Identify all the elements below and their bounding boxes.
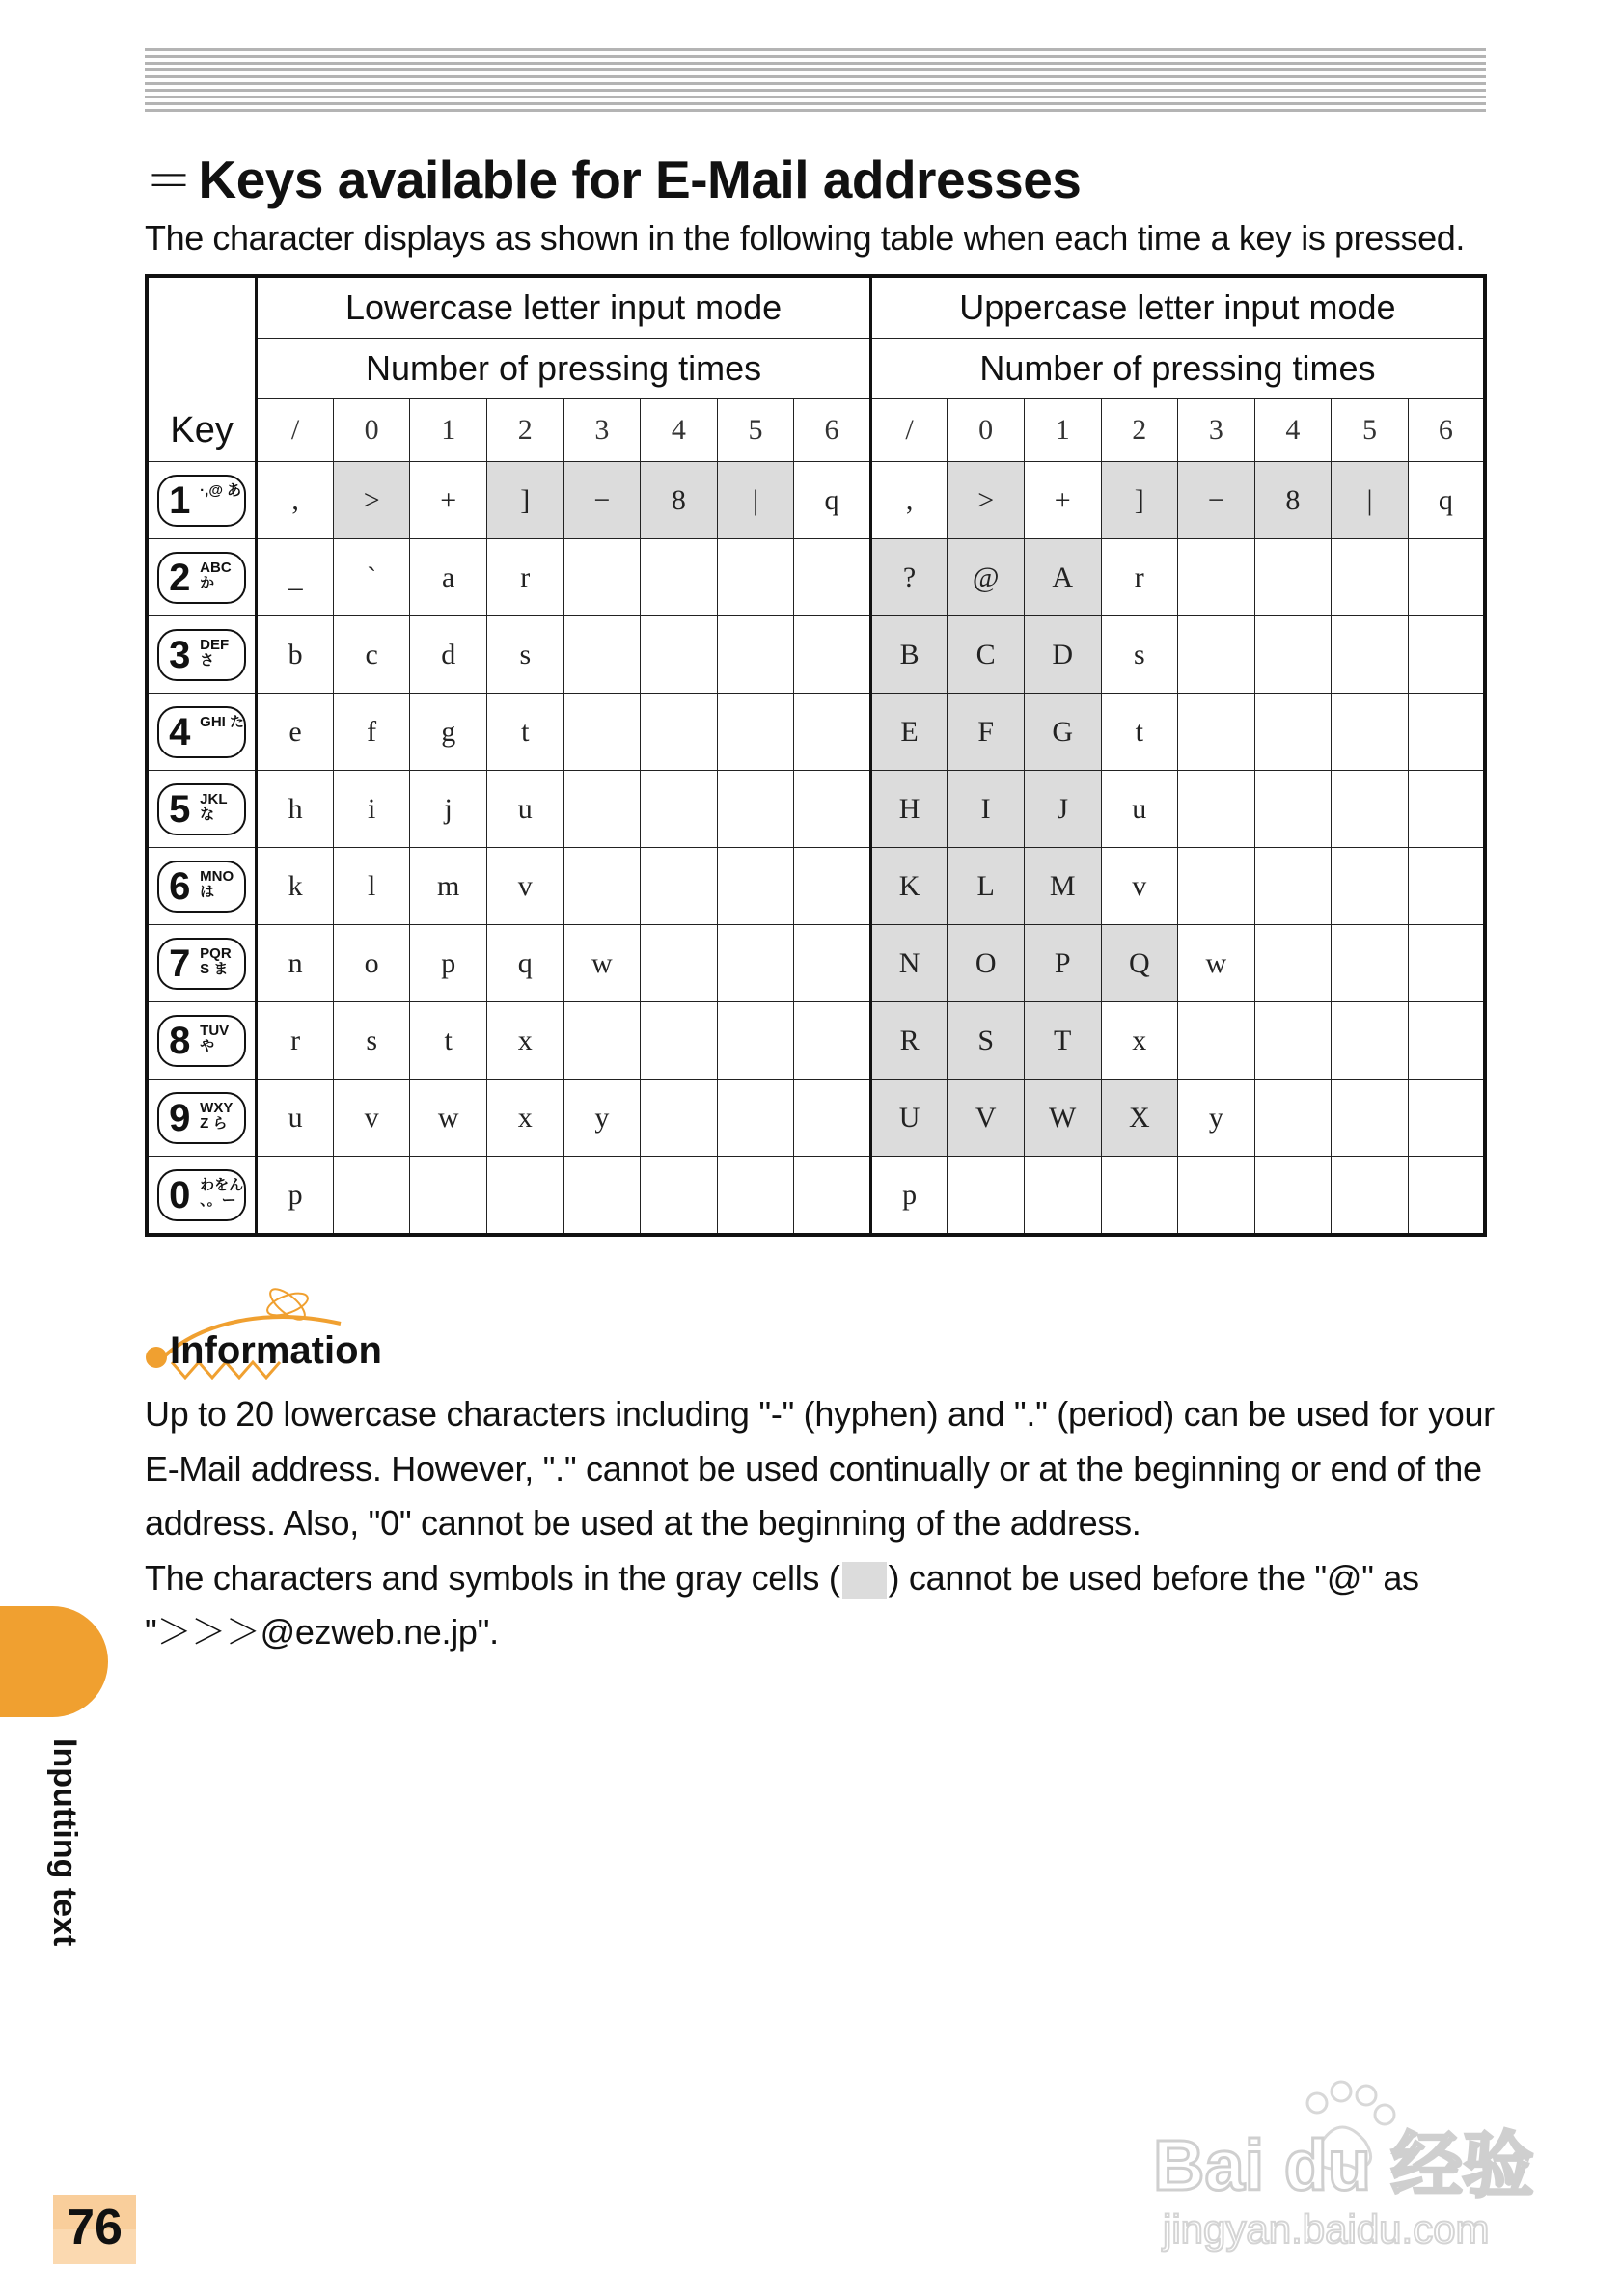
lowercase-char-cell: +: [410, 462, 487, 539]
lowercase-count-4: 3: [563, 399, 641, 462]
lowercase-char-cell: [717, 1080, 794, 1157]
uppercase-char-cell: P: [1024, 925, 1101, 1002]
lowercase-char-cell: [717, 539, 794, 616]
lowercase-count-5: 4: [641, 399, 718, 462]
lowercase-char-cell: l: [333, 848, 410, 925]
lowercase-char-cell: [563, 848, 641, 925]
lowercase-char-cell: ,: [257, 462, 334, 539]
lowercase-char-cell: e: [257, 694, 334, 771]
uppercase-char-cell: A: [1024, 539, 1101, 616]
uppercase-char-cell: J: [1024, 771, 1101, 848]
uppercase-char-cell: W: [1024, 1080, 1101, 1157]
key-digit: 4: [169, 710, 191, 753]
lowercase-char-cell: [641, 848, 718, 925]
uppercase-char-cell: [1178, 539, 1255, 616]
uppercase-char-cell: Q: [1101, 925, 1178, 1002]
uppercase-char-cell: [1408, 1157, 1485, 1236]
key-letters: WXY Z ら: [200, 1099, 234, 1132]
key-1-icon: [157, 475, 246, 527]
lowercase-char-cell: [641, 1157, 718, 1236]
lowercase-char-cell: y: [563, 1080, 641, 1157]
uppercase-count-4: 3: [1178, 399, 1255, 462]
key-column-header: Key: [147, 276, 257, 462]
lowercase-char-cell: [563, 1157, 641, 1236]
uppercase-char-cell: [1254, 539, 1332, 616]
title-text: Keys available for E-Mail addresses: [198, 150, 1082, 209]
uppercase-char-cell: C: [948, 616, 1025, 694]
uppercase-char-cell: w: [1178, 925, 1255, 1002]
uppercase-char-cell: [1254, 1002, 1332, 1080]
lowercase-char-cell: `: [333, 539, 410, 616]
table-row: [147, 616, 1485, 694]
key-cell: [147, 1080, 257, 1157]
table-row: [147, 1157, 1485, 1236]
uppercase-char-cell: K: [870, 848, 948, 925]
lowercase-char-cell: [717, 771, 794, 848]
uppercase-count-6: 5: [1332, 399, 1409, 462]
uppercase-char-cell: [1408, 771, 1485, 848]
info-line-4-start: The characters and symbols in the gray cells (: [145, 1557, 840, 1598]
lowercase-char-cell: q: [794, 462, 871, 539]
uppercase-char-cell: [1332, 1080, 1409, 1157]
watermark-brand: Bai du 经验: [1153, 2125, 1534, 2205]
uppercase-char-cell: [948, 1157, 1025, 1236]
key-digit: 0: [169, 1173, 191, 1216]
uppercase-char-cell: q: [1408, 462, 1485, 539]
lowercase-char-cell: q: [487, 925, 564, 1002]
info-line-2: E-Mail address. However, "." cannot be used continually or at the beginning or end of the: [145, 1448, 1482, 1489]
lowercase-char-cell: [794, 848, 871, 925]
uppercase-char-cell: [1254, 1157, 1332, 1236]
uppercase-char-cell: [1332, 848, 1409, 925]
lowercase-char-cell: [717, 848, 794, 925]
baidu-watermark: [1148, 2074, 1553, 2257]
uppercase-char-cell: [1332, 539, 1409, 616]
uppercase-char-cell: [1408, 539, 1485, 616]
uppercase-char-cell: y: [1178, 1080, 1255, 1157]
info-line-4-end: ) cannot be used before the "@" as: [888, 1557, 1419, 1598]
uppercase-char-cell: [1254, 771, 1332, 848]
uppercase-char-cell: 8: [1254, 462, 1332, 539]
key-digit: 6: [169, 864, 191, 908]
uppercase-char-cell: [1408, 1002, 1485, 1080]
lowercase-char-cell: t: [487, 694, 564, 771]
uppercase-char-cell: p: [870, 1157, 948, 1236]
lowercase-count-header: Number of pressing times: [257, 339, 871, 399]
uppercase-char-cell: [1178, 771, 1255, 848]
lowercase-char-cell: [641, 539, 718, 616]
lowercase-char-cell: r: [257, 1002, 334, 1080]
lowercase-char-cell: |: [717, 462, 794, 539]
key-letters: ·,@ あ: [200, 481, 242, 499]
uppercase-char-cell: [1332, 1157, 1409, 1236]
key-5-icon: [157, 783, 246, 835]
uppercase-char-cell: T: [1024, 1002, 1101, 1080]
key-9-icon: [157, 1092, 246, 1144]
section-tab: [0, 1606, 108, 1717]
uppercase-char-cell: [1178, 1002, 1255, 1080]
key-cell: [147, 771, 257, 848]
lowercase-char-cell: j: [410, 771, 487, 848]
lowercase-char-cell: [563, 771, 641, 848]
uppercase-char-cell: [1332, 694, 1409, 771]
key-digit: 3: [169, 633, 191, 676]
uppercase-char-cell: X: [1101, 1080, 1178, 1157]
uppercase-char-cell: r: [1101, 539, 1178, 616]
lowercase-char-cell: h: [257, 771, 334, 848]
uppercase-char-cell: [1332, 925, 1409, 1002]
lowercase-char-cell: [794, 771, 871, 848]
lowercase-char-cell: g: [410, 694, 487, 771]
uppercase-char-cell: [1408, 1080, 1485, 1157]
uppercase-char-cell: u: [1101, 771, 1178, 848]
uppercase-count-3: 2: [1101, 399, 1178, 462]
lowercase-char-cell: [717, 694, 794, 771]
table-row: [147, 462, 1485, 539]
uppercase-char-cell: |: [1332, 462, 1409, 539]
key-letters: わをん 、。ー: [200, 1176, 244, 1209]
uppercase-char-cell: L: [948, 848, 1025, 925]
lowercase-char-cell: i: [333, 771, 410, 848]
lowercase-char-cell: w: [410, 1080, 487, 1157]
lowercase-char-cell: r: [487, 539, 564, 616]
uppercase-count-5: 4: [1254, 399, 1332, 462]
uppercase-char-cell: [1254, 616, 1332, 694]
uppercase-char-cell: B: [870, 616, 948, 694]
uppercase-char-cell: V: [948, 1080, 1025, 1157]
uppercase-char-cell: G: [1024, 694, 1101, 771]
uppercase-char-cell: [1332, 771, 1409, 848]
uppercase-char-cell: [1178, 694, 1255, 771]
uppercase-char-cell: [1101, 1157, 1178, 1236]
uppercase-char-cell: [1408, 616, 1485, 694]
key-cell: [147, 925, 257, 1002]
uppercase-char-cell: @: [948, 539, 1025, 616]
uppercase-mode-header: Uppercase letter input mode: [870, 276, 1485, 339]
key-letters: TUV や: [200, 1022, 230, 1054]
key-letters: DEF さ: [200, 636, 230, 669]
lowercase-char-cell: 8: [641, 462, 718, 539]
lowercase-char-cell: [563, 1002, 641, 1080]
uppercase-char-cell: v: [1101, 848, 1178, 925]
table-row: [147, 1002, 1485, 1080]
table-row: [147, 771, 1485, 848]
title-mark: ＝: [145, 154, 193, 208]
uppercase-char-cell: x: [1101, 1002, 1178, 1080]
lowercase-count-0: /: [257, 399, 334, 462]
lowercase-mode-header: Lowercase letter input mode: [257, 276, 871, 339]
subtitle: The character displays as shown in the following table when each time a key is pressed.: [145, 218, 1465, 258]
lowercase-char-cell: o: [333, 925, 410, 1002]
lowercase-count-1: 0: [333, 399, 410, 462]
lowercase-char-cell: [794, 694, 871, 771]
uppercase-char-cell: U: [870, 1080, 948, 1157]
lowercase-count-6: 5: [717, 399, 794, 462]
uppercase-count-0: /: [870, 399, 948, 462]
lowercase-char-cell: [717, 1002, 794, 1080]
key-letters: MNO は: [200, 867, 234, 900]
uppercase-char-cell: F: [948, 694, 1025, 771]
uppercase-char-cell: [1254, 848, 1332, 925]
lowercase-char-cell: [794, 539, 871, 616]
lowercase-char-cell: [487, 1157, 564, 1236]
lowercase-char-cell: x: [487, 1002, 564, 1080]
section-side-label: [46, 1738, 89, 1970]
uppercase-char-cell: D: [1024, 616, 1101, 694]
lowercase-char-cell: >: [333, 462, 410, 539]
key-8-icon: [157, 1015, 246, 1067]
lowercase-char-cell: [563, 616, 641, 694]
lowercase-char-cell: [641, 1002, 718, 1080]
uppercase-char-cell: [1254, 925, 1332, 1002]
lowercase-count-7: 6: [794, 399, 871, 462]
uppercase-count-7: 6: [1408, 399, 1485, 462]
lowercase-char-cell: n: [257, 925, 334, 1002]
lowercase-char-cell: b: [257, 616, 334, 694]
uppercase-char-cell: O: [948, 925, 1025, 1002]
table-row: [147, 925, 1485, 1002]
lowercase-char-cell: u: [487, 771, 564, 848]
key-cell: [147, 1002, 257, 1080]
lowercase-char-cell: [794, 616, 871, 694]
page-title: [145, 143, 1081, 212]
key-digit: 1: [169, 478, 191, 522]
key-letters: PQR S ま: [200, 944, 232, 977]
lowercase-char-cell: [794, 1157, 871, 1236]
key-cell: [147, 694, 257, 771]
key-digit: 2: [169, 556, 191, 599]
lowercase-char-cell: [641, 694, 718, 771]
uppercase-char-cell: ?: [870, 539, 948, 616]
information-body: [145, 1387, 1496, 1660]
uppercase-char-cell: [1332, 616, 1409, 694]
uppercase-count-header: Number of pressing times: [870, 339, 1485, 399]
uppercase-char-cell: −: [1178, 462, 1255, 539]
uppercase-char-cell: [1178, 1157, 1255, 1236]
uppercase-char-cell: t: [1101, 694, 1178, 771]
uppercase-char-cell: ,: [870, 462, 948, 539]
watermark-url: jingyan.baidu.com: [1163, 2206, 1490, 2252]
key-table: [145, 274, 1487, 1237]
lowercase-char-cell: a: [410, 539, 487, 616]
table-row: [147, 539, 1485, 616]
key-digit: 5: [169, 787, 191, 831]
key-cell: [147, 1157, 257, 1236]
uppercase-char-cell: [1254, 1080, 1332, 1157]
table-row: [147, 848, 1485, 925]
lowercase-char-cell: t: [410, 1002, 487, 1080]
lowercase-char-cell: p: [257, 1157, 334, 1236]
section-side-label-text: Inputting text: [46, 1738, 83, 1947]
lowercase-char-cell: [333, 1157, 410, 1236]
key-3-icon: [157, 629, 246, 681]
uppercase-char-cell: H: [870, 771, 948, 848]
uppercase-char-cell: S: [948, 1002, 1025, 1080]
lowercase-char-cell: [563, 539, 641, 616]
uppercase-char-cell: [1332, 1002, 1409, 1080]
table-row: [147, 1080, 1485, 1157]
key-digit: 7: [169, 942, 191, 985]
uppercase-char-cell: M: [1024, 848, 1101, 925]
lowercase-char-cell: s: [333, 1002, 410, 1080]
lowercase-char-cell: [641, 616, 718, 694]
key-letters: ABC か: [200, 559, 232, 591]
info-line-5: "＞＞＞@ezweb.ne.jp".: [145, 1612, 499, 1652]
lowercase-char-cell: [641, 1080, 718, 1157]
lowercase-char-cell: [794, 925, 871, 1002]
key-digit: 9: [169, 1096, 191, 1139]
info-line-4: [145, 1551, 1496, 1606]
key-letters: JKL な: [200, 790, 228, 823]
uppercase-char-cell: R: [870, 1002, 948, 1080]
lowercase-char-cell: [717, 925, 794, 1002]
lowercase-count-3: 2: [487, 399, 564, 462]
lowercase-char-cell: m: [410, 848, 487, 925]
uppercase-count-1: 0: [948, 399, 1025, 462]
uppercase-char-cell: N: [870, 925, 948, 1002]
key-cell: [147, 616, 257, 694]
lowercase-char-cell: u: [257, 1080, 334, 1157]
uppercase-char-cell: s: [1101, 616, 1178, 694]
lowercase-char-cell: [563, 694, 641, 771]
uppercase-char-cell: [1408, 925, 1485, 1002]
lowercase-count-2: 1: [410, 399, 487, 462]
gray-cell-swatch: [842, 1562, 887, 1599]
lowercase-char-cell: [794, 1080, 871, 1157]
table-row: [147, 694, 1485, 771]
information-heading: Information: [170, 1329, 382, 1372]
lowercase-char-cell: ]: [487, 462, 564, 539]
uppercase-char-cell: >: [948, 462, 1025, 539]
lowercase-char-cell: −: [563, 462, 641, 539]
lowercase-char-cell: d: [410, 616, 487, 694]
key-4-icon: [157, 706, 246, 758]
uppercase-char-cell: ]: [1101, 462, 1178, 539]
info-line-3: address. Also, "0" cannot be used at the beginning of the address.: [145, 1503, 1141, 1543]
lowercase-char-cell: v: [487, 848, 564, 925]
lowercase-char-cell: p: [410, 925, 487, 1002]
key-letters: GHI た: [200, 713, 244, 730]
key-2-icon: [157, 552, 246, 604]
lowercase-char-cell: s: [487, 616, 564, 694]
lowercase-char-cell: [717, 1157, 794, 1236]
lowercase-char-cell: x: [487, 1080, 564, 1157]
page-number: 76: [67, 2200, 123, 2255]
lowercase-char-cell: [717, 616, 794, 694]
lowercase-char-cell: v: [333, 1080, 410, 1157]
lowercase-char-cell: k: [257, 848, 334, 925]
uppercase-char-cell: +: [1024, 462, 1101, 539]
lowercase-char-cell: [410, 1157, 487, 1236]
lowercase-char-cell: c: [333, 616, 410, 694]
info-line-1: Up to 20 lowercase characters including "-" (hyphen) and "." (period) can be used for your: [145, 1394, 1495, 1434]
key-digit: 8: [169, 1019, 191, 1062]
key-cell: [147, 848, 257, 925]
lowercase-char-cell: [794, 1002, 871, 1080]
uppercase-char-cell: [1178, 848, 1255, 925]
key-cell: [147, 462, 257, 539]
lowercase-char-cell: [641, 771, 718, 848]
page-number-box: [53, 2195, 136, 2264]
uppercase-char-cell: E: [870, 694, 948, 771]
uppercase-char-cell: [1178, 616, 1255, 694]
lowercase-char-cell: [641, 925, 718, 1002]
lowercase-char-cell: f: [333, 694, 410, 771]
key-6-icon: [157, 861, 246, 913]
key-cell: [147, 539, 257, 616]
key-0-icon: [157, 1169, 246, 1221]
uppercase-char-cell: [1024, 1157, 1101, 1236]
uppercase-char-cell: [1254, 694, 1332, 771]
key-7-icon: [157, 938, 246, 990]
uppercase-char-cell: [1408, 694, 1485, 771]
header-stripes: [145, 48, 1486, 116]
uppercase-char-cell: [1408, 848, 1485, 925]
lowercase-char-cell: _: [257, 539, 334, 616]
uppercase-char-cell: I: [948, 771, 1025, 848]
uppercase-count-2: 1: [1024, 399, 1101, 462]
lowercase-char-cell: w: [563, 925, 641, 1002]
